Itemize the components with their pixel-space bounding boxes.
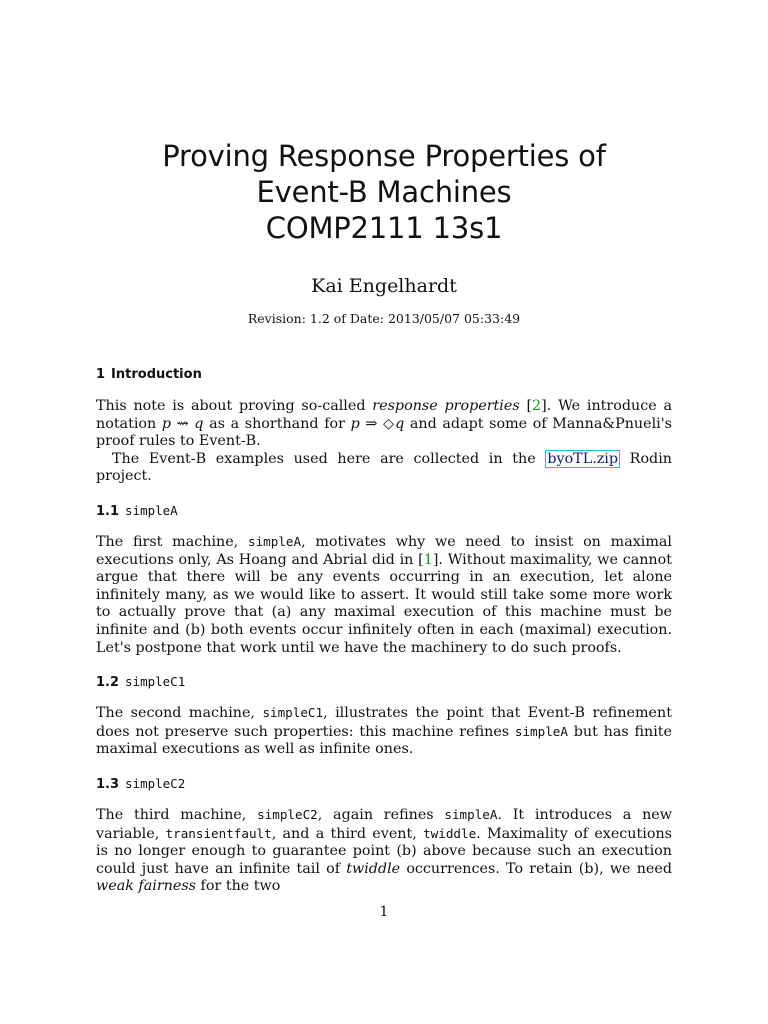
subsection-title: simpleA: [125, 502, 178, 518]
subsection-number: 1.1: [96, 503, 120, 519]
author: Kai Engelhardt: [311, 275, 457, 297]
paper-title-line-1: Proving Response Properties of: [162, 139, 606, 173]
code-twiddle: twiddle: [423, 825, 477, 841]
subsection-title: simpleC2: [125, 775, 186, 791]
section-heading-introduction: [96, 365, 672, 385]
title-block: [0, 138, 768, 327]
emphasis-weak-fairness: weak fairness: [96, 878, 196, 895]
page-number: 1: [379, 904, 389, 920]
paper-title-line-2: Event-B Machines: [256, 175, 512, 209]
simplea-paragraph: The first machine, simpleA, motivates why we need to insist on maximal executions only, As Hoang and Abrial did in [1]. Without maximality, we cannot argue that there will be any events occurring in an execution, let alone infinitely many, as we would like to assert. It would still take some more work to actually prove that (a) any maximal execution of this machine must be infinite and (b) both events occur infinitely often in each (maximal) execution. Let's postpone that work until we have the machinery to do such proofs.: [96, 533, 673, 656]
section-title: Introduction: [111, 367, 202, 382]
subsection-heading-simplec1: [96, 672, 672, 693]
simplec2-paragraph: The third machine, simpleC2, again refines simpleA. It introduces a new variable, transientfault, and a third event, twiddle. Maximality of executions is no longer enough to guarantee point (b) above because such an execution could just have an infinite tail of twiddle occurrences. To retain (b), we need weak fairness for the two: [96, 806, 672, 895]
code-simplea: simpleA: [514, 723, 568, 739]
paper-body: [96, 365, 672, 896]
intro-paragraph-2: The Event-B examples used here are collected in the byoTL.zip Rodin project.: [96, 450, 672, 485]
subsection-number: 1.3: [96, 776, 120, 792]
code-simplea: simpleA: [247, 533, 302, 549]
formula-p-leadsto-q: p ⇝ q: [161, 415, 204, 432]
formula-p-implies-eventually-q: p ⇒ ◇q: [350, 415, 405, 432]
code-transientfault: transientfault: [165, 825, 272, 841]
emphasis-twiddle: twiddle: [346, 860, 401, 877]
paper-title-line-3: COMP2111 13s1: [265, 211, 503, 245]
revision-line: Revision: 1.2 of Date: 2013/05/07 05:33:49: [247, 311, 521, 326]
subsection-heading-simplec2: [96, 774, 672, 795]
code-simplec2: simpleC2: [257, 806, 318, 822]
intro-paragraph-1: This note is about proving so-called response properties [2]. We introduce a notation p ⇝ q as a shorthand for p ⇒ ◇q and adapt some of Manna&Pnueli's proof rules to Event-B.: [96, 398, 672, 450]
citation-link-1[interactable]: 1: [423, 551, 433, 568]
citation-link-2[interactable]: 2: [532, 398, 542, 414]
section-number: 1: [96, 367, 106, 382]
subsection-title: simpleC1: [125, 674, 186, 690]
byotl-zip-link[interactable]: byoTL.zip: [547, 450, 619, 467]
simplec1-paragraph: The second machine, simpleC1, illustrates the point that Event-B refinement does not preserve such properties: this machine refines simpleA but has finite maximal executions as well as infinite ones.: [96, 705, 672, 758]
subsection-number: 1.2: [96, 675, 120, 691]
emphasis-response-properties: response properties: [372, 398, 520, 414]
code-simplea: simpleA: [444, 806, 498, 822]
subsection-heading-simplea: [96, 501, 672, 522]
code-simplec1: simpleC1: [262, 705, 324, 721]
